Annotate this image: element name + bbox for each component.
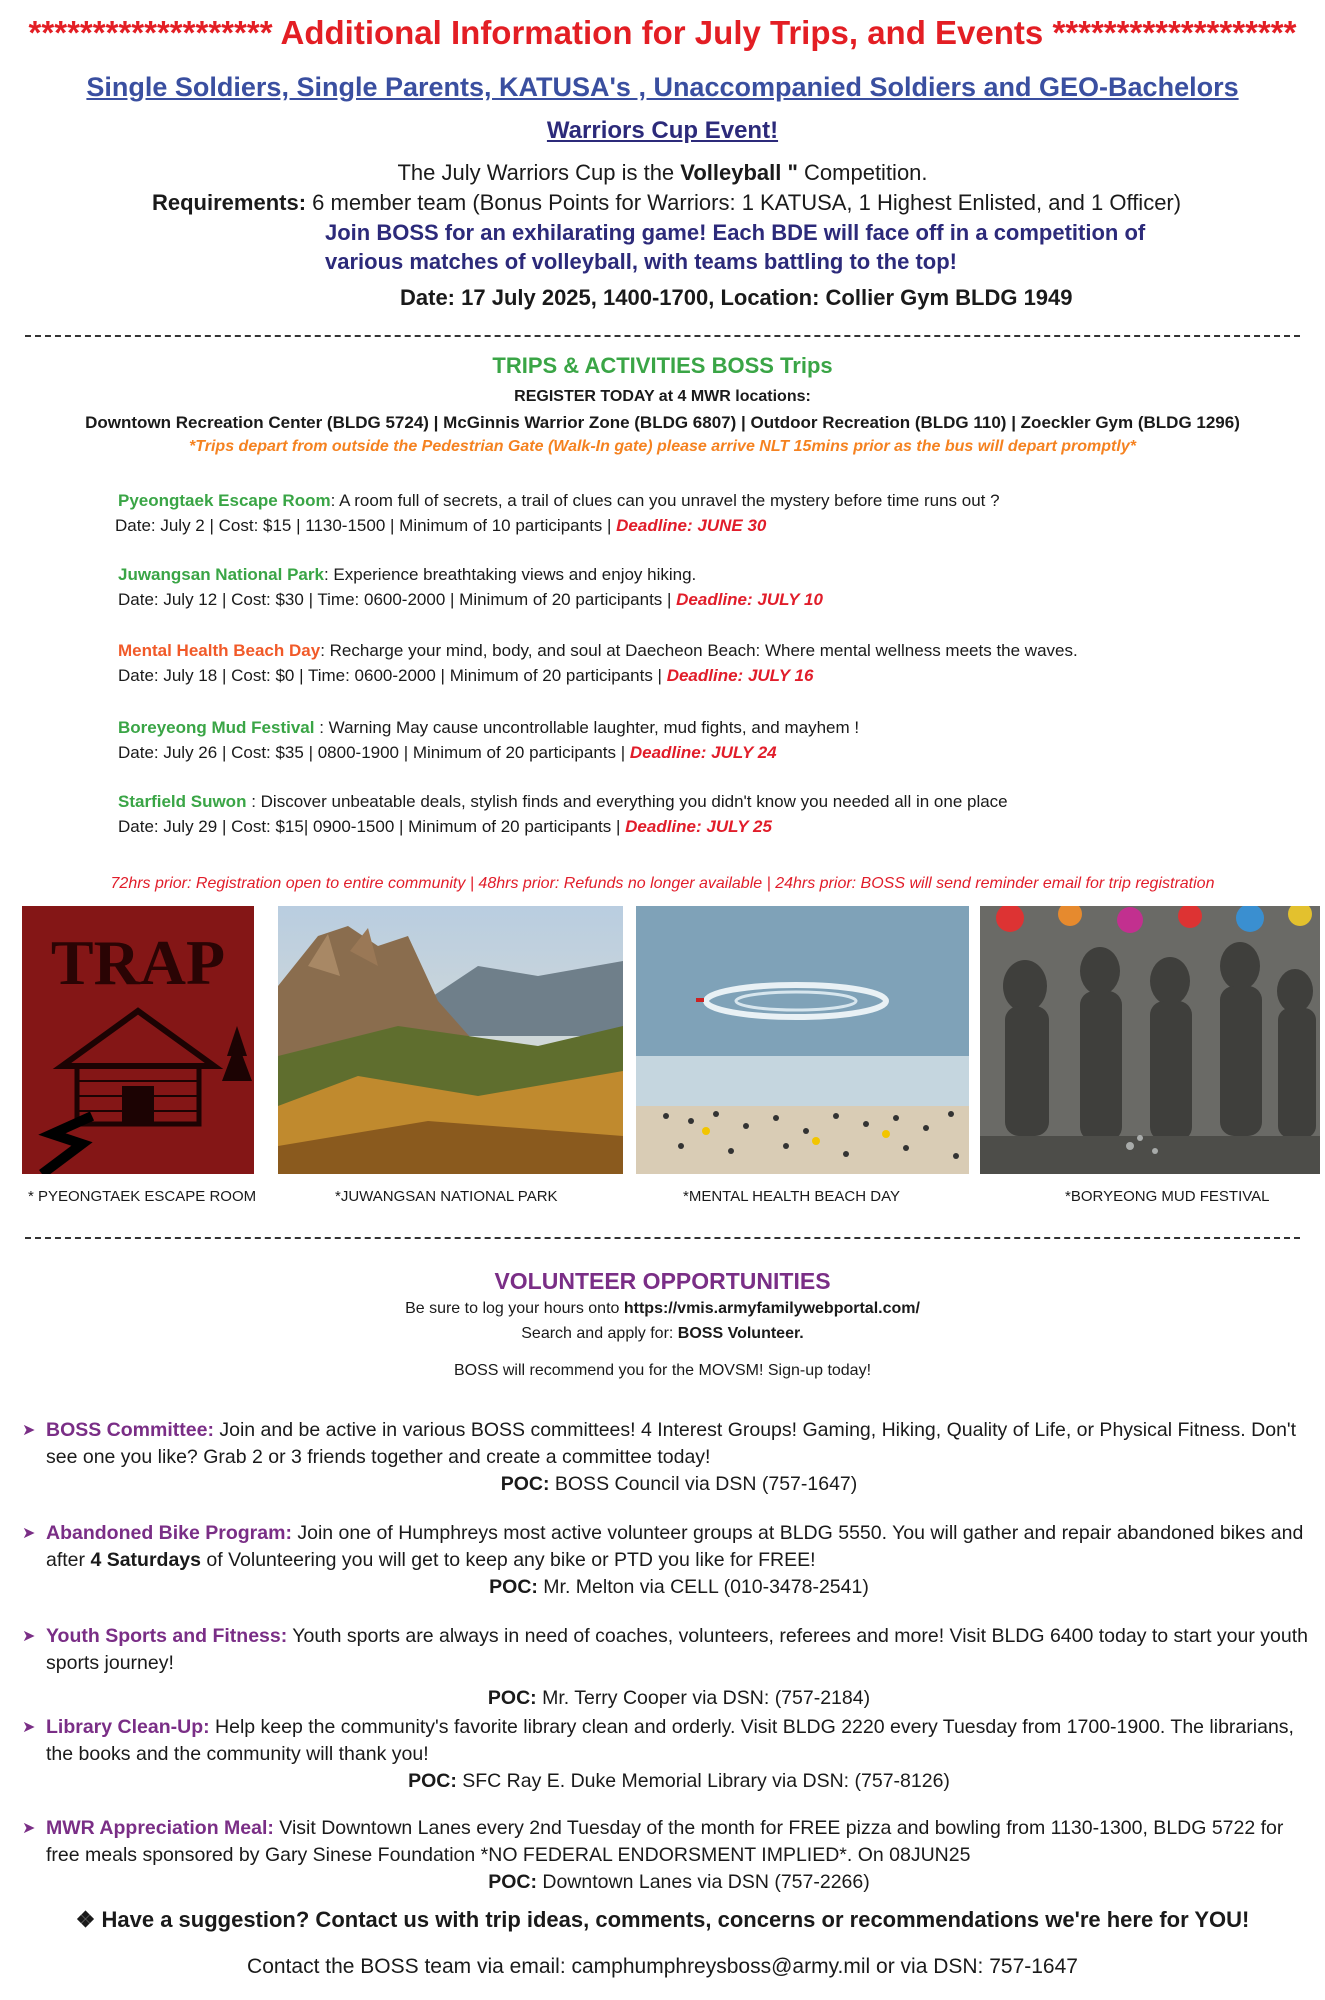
volunteer-text: Help keep the community's favorite library clean and orderly. Visit BLDG 2220 every Tuesday from 1700-1900. The librarians, the books and the community will thank you! [46,1716,1294,1765]
mud-festival-photo [980,906,1320,1174]
mountain-photo [278,906,623,1174]
registration-policy: 72hrs prior: Registration open to entire community | 48hrs prior: Refunds no longer available | 24hrs prior: BOSS will send reminder email for trip registration [110,875,1215,892]
photo-caption: *JUWANGSAN NATIONAL PARK [335,1188,558,1205]
trips-locations: Downtown Recreation Center (BLDG 5724) | McGinnis Warrior Zone (BLDG 6807) | Outdoor Recreation (BLDG 110) | Zoeckler Gym (BLDG 1296) [85,413,1240,432]
volunteer-name: Youth Sports and Fitness: [46,1625,288,1647]
volunteer-item [22,1623,1312,1712]
volunteer-text: Join and be active in various BOSS committees! 4 Interest Groups! Gaming, Hiking, Quality of Life, or Physical Fitness. Don't see one you like? Grab 2 or 3 friends together and create a committee today! [46,1419,1297,1468]
audience-subtitle: Single Soldiers, Single Parents, KATUSA's , Unaccompanied Soldiers and GEO-Bachelors [86,72,1239,102]
volunteer-item [22,1714,1312,1795]
trip-item [115,488,1268,538]
search-term: BOSS Volunteer. [677,1325,804,1342]
page-title [0,14,1325,52]
trip-deadline: Deadline: JULY 24 [629,743,777,762]
search-text: Search and apply for: [521,1325,678,1342]
poc-label: POC: [488,1871,537,1893]
poc-contact: SFC Ray E. Duke Memorial Library via DSN: (757-8126) [456,1770,950,1792]
section-divider [0,335,1325,337]
intro-post: Competition. [797,160,928,185]
volunteer-movsm: BOSS will recommend you for the MOVSM! Sign-up today! [453,1362,872,1379]
trip-item [118,715,1268,765]
suggestion-text: Have a suggestion? Contact us with trip ideas, comments, concerns or recommendations we're here for YOU! [101,1907,1250,1932]
warriors-cup-requirements [152,190,1181,216]
photo-caption: * PYEONGTAEK ESCAPE ROOM [28,1188,257,1205]
trip-name: Pyeongtaek Escape Room [118,491,331,510]
volunteer-name: BOSS Committee: [46,1419,214,1441]
intro-pre: The July Warriors Cup is the [397,160,681,185]
arrow-bullet-icon: ➤ [22,1628,36,1645]
poc-label: POC: [408,1770,457,1792]
poster-text: TRAP [50,927,226,998]
trip-details: Date: July 26 | Cost: $35 | 0800-1900 | Minimum of 20 participants | [118,743,630,762]
poc-contact: BOSS Council via DSN (757-1647) [549,1473,858,1495]
trip-details: Date: July 29 | Cost: $15| 0900-1500 | Minimum of 20 participants | [118,817,626,836]
poc-label: POC: [489,1576,538,1598]
warriors-cup-description: Join BOSS for an exhilarating game! Each BDE will face off in a competition of various matches of volleyball, with teams battling to the top! [325,220,1146,274]
trip-item [118,562,1268,612]
trip-name: Juwangsan National Park [118,565,324,584]
volunteer-name: MWR Appreciation Meal: [46,1817,274,1839]
trips-departure-note: *Trips depart from outside the Pedestrian Gate (Walk-In gate) please arrive NLT 15mins prior as the bus will depart promptly* [189,438,1136,455]
volunteer-text: Visit Downtown Lanes every 2nd Tuesday of the month for FREE pizza and bowling from 1130-1300, BLDG 5722 for free meals sponsored by Gary Sinese Foundation *NO FEDERAL ENDORSMENT IMPLIED*. On 08JUN25 [46,1817,1284,1866]
warriors-cup-intro [0,160,1325,186]
arrow-bullet-icon: ➤ [22,1525,36,1542]
trip-details: Date: July 12 | Cost: $30 | Time: 0600-2000 | Minimum of 20 participants | [118,590,677,609]
trip-deadline: Deadline: JULY 25 [625,817,772,836]
trip-desc: : Recharge your mind, body, and soul at Daecheon Beach: Where mental wellness meets the waves. [320,641,1078,660]
trip-name: Starfield Suwon [118,792,247,811]
escape-room-poster [22,906,254,1174]
volunteer-text: Join one of Humphreys most active volunteer groups at BLDG 5550. You will gather and repair abandoned bikes and after [46,1522,1304,1571]
arrow-bullet-icon: ➤ [22,1719,36,1736]
title-stars-left: ******************* [28,14,273,51]
arrow-bullet-icon: ➤ [22,1422,36,1439]
trip-details: Date: July 18 | Cost: $0 | Time: 0600-2000 | Minimum of 20 participants | [118,666,667,685]
trip-name: Boreyeong Mud Festival [118,718,315,737]
volunteer-log-hours [0,1300,1325,1318]
requirements-label: Requirements: [152,190,307,215]
title-text: Additional Information for July Trips, and Events [280,14,1044,51]
volunteer-name: Abandoned Bike Program: [46,1522,292,1544]
trip-desc: : Discover unbeatable deals, stylish finds and everything you didn't know you needed all in one place [246,792,1008,811]
poc-label: POC: [500,1473,550,1495]
poc-contact: Downtown Lanes via DSN (757-2266) [536,1871,870,1893]
beach-photo [636,906,969,1174]
volunteer-name: Library Clean-Up: [46,1716,210,1738]
volunteer-item [22,1815,1312,1896]
volunteer-text-bold: 4 Saturdays [90,1549,201,1571]
trip-desc: : Experience breathtaking views and enjoy hiking. [323,565,697,584]
vmis-link[interactable]: https://vmis.armyfamilywebportal.com/ [623,1300,920,1317]
trip-name: Mental Health Beach Day [118,641,321,660]
trip-desc: : Warning May cause uncontrollable laughter, mud fights, and mayhem ! [314,718,860,737]
volunteer-search [0,1325,1325,1343]
trip-deadline: Deadline: JULY 10 [676,590,823,609]
log-hours-text: Be sure to log your hours onto [405,1300,624,1317]
poc-contact: Mr. Melton via CELL (010-3478-2541) [537,1576,869,1598]
photo-caption: *MENTAL HEALTH BEACH DAY [683,1188,900,1205]
volunteer-item [22,1417,1312,1498]
arrow-bullet-icon: ➤ [22,1820,36,1837]
contact-line: Contact the BOSS team via email: camphumphreysboss@army.mil or via DSN: 757-1647 [247,1955,1078,1978]
volunteer-title: VOLUNTEER OPPORTUNITIES [494,1268,831,1294]
trip-deadline: Deadline: JULY 16 [666,666,814,685]
trip-desc: : A room full of secrets, a trail of clues can you unravel the mystery before time runs out ? [330,491,1000,510]
trip-item [118,638,1268,688]
poc-contact: Mr. Terry Cooper via DSN: (757-2184) [536,1687,871,1709]
suggestion-line [0,1907,1325,1933]
photo-caption: *BORYEONG MUD FESTIVAL [1065,1188,1270,1205]
trip-details: Date: July 2 | Cost: $15 | 1130-1500 | Minimum of 10 participants | [115,516,617,535]
trips-register: REGISTER TODAY at 4 MWR locations: [514,388,811,405]
trip-item [118,789,1268,839]
section-divider [0,1237,1325,1239]
requirements-text: 6 member team (Bonus Points for Warriors: 1 KATUSA, 1 Highest Enlisted, and 1 Officer) [306,190,1182,215]
warriors-cup-date: Date: 17 July 2025, 1400-1700, Location: Collier Gym BLDG 1949 [400,285,1073,310]
title-stars-right: ******************* [1052,14,1297,51]
intro-sport: Volleyball " [680,160,798,185]
volunteer-text: of Volunteering you will get to keep any bike or PTD you like for FREE! [201,1549,816,1571]
diamond-bullet-icon: ❖ [75,1907,96,1932]
trip-deadline: Deadline: JUNE 30 [616,516,767,535]
volunteer-item [22,1520,1312,1601]
trips-title: TRIPS & ACTIVITIES BOSS Trips [492,353,833,378]
warriors-cup-title: Warriors Cup Event! [546,117,779,144]
volunteer-text: Youth sports are always in need of coaches, volunteers, referees and more! Visit BLDG 6400 today to start your youth sports journey! [46,1625,1308,1674]
poc-label: POC: [487,1687,537,1709]
